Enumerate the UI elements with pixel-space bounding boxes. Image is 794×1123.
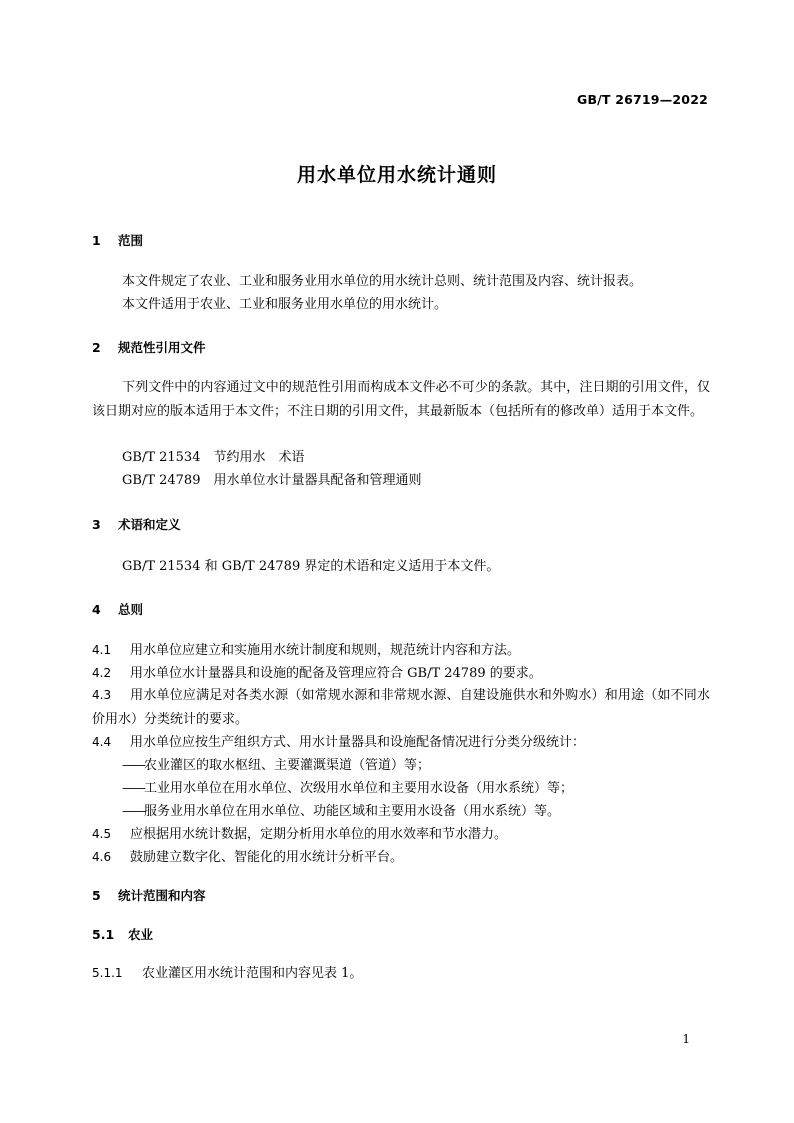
section-number: 2 [92,340,101,355]
clause-4-3 [92,684,710,731]
clause-number: 4.1 [92,643,112,657]
document-title: 用水单位用水统计通则 [296,164,497,186]
clause-text: 用水单位应满足对各类水源（如常规水源和非常规水源、自建设施供水和外购水）和用途（如不同水价用水）分类统计的要求。 [92,688,710,727]
clause-number: 4.3 [92,688,112,702]
clause-text: 用水单位应按生产组织方式、用水计量器具和设施配备情况进行分类分级统计： [130,735,586,750]
list-item [122,754,430,773]
list-item [122,800,560,819]
reference-name: 节约用水 术语 [213,450,305,465]
dash-mark: —— [122,758,144,773]
clause-5-1-1 [92,962,362,981]
clause-text: 用水单位应建立和实施用水统计制度和规则，规范统计内容和方法。 [130,643,521,658]
clause-4-1 [92,639,520,658]
clause-number: 4.4 [92,735,112,749]
reference-name: 用水单位水计量器具配备和管理通则 [213,473,422,488]
clause-number: 4.2 [92,666,112,680]
section-5-heading [92,886,206,904]
section-title: 总则 [118,602,144,617]
normative-reference [122,446,305,465]
clause-number: 5.1.1 [92,966,123,980]
list-item-text: 农业灌区的取水枢纽、主要灌溉渠道（管道）等； [144,758,431,773]
subsection-number: 5.1 [92,927,115,942]
paragraph: 下列文件中的内容通过文中的规范性引用而构成本文件必不可少的条款。其中，注日期的引用文件，仅该日期对应的版本适用于本文件；不注日期的引用文件，其最新版本（包括所有的修改单）适用于本文件。 [92,380,710,419]
dash-mark: —— [122,781,144,796]
subsection-5-1-heading [92,925,153,943]
section-title: 统计范围和内容 [118,888,206,903]
reference-code: GB/T 24789 [122,473,201,488]
section-number: 5 [92,888,101,903]
paragraph: 本文件适用于农业、工业和服务业用水单位的用水统计。 [122,297,448,312]
clause-4-4 [92,731,585,750]
paragraph: GB/T 21534 和 GB/T 24789 界定的术语和定义适用于本文件。 [122,559,500,574]
clause-text: 农业灌区用水统计范围和内容见表 1。 [142,966,363,981]
list-item-text: 工业用水单位在用水单位、次级用水单位和主要用水设备（用水系统）等； [144,781,574,796]
reference-code: GB/T 21534 [122,450,201,465]
section-3-heading [92,515,181,533]
list-item [122,777,573,796]
section-4-heading [92,600,143,618]
section-title: 范围 [118,233,144,248]
section-1-heading [92,231,143,249]
clause-4-6 [92,846,403,865]
clause-number: 4.6 [92,850,112,864]
page-number: 1 [682,1032,690,1046]
section-2-heading [92,338,206,356]
section-number: 1 [92,233,101,248]
standard-code: GB/T 26719—2022 [576,92,708,107]
clause-text: 鼓励建立数字化、智能化的用水统计分析平台。 [130,850,404,865]
list-item-text: 服务业用水单位在用水单位、功能区域和主要用水设备（用水系统）等。 [144,804,561,819]
clause-4-2 [92,662,542,681]
subsection-title: 农业 [128,927,154,942]
section-number: 3 [92,517,101,532]
clause-text: 用水单位水计量器具和设施的配备及管理应符合 GB/T 24789 的要求。 [130,666,542,681]
section-title: 规范性引用文件 [118,340,206,355]
section-number: 4 [92,602,101,617]
clause-text: 应根据用水统计数据，定期分析用水单位的用水效率和节水潜力。 [130,827,508,842]
dash-mark: —— [122,804,144,819]
clause-number: 4.5 [92,827,112,841]
normative-reference [122,469,422,488]
clause-4-5 [92,823,507,842]
section-title: 术语和定义 [118,517,181,532]
paragraph: 本文件规定了农业、工业和服务业用水单位的用水统计总则、统计范围及内容、统计报表。 [122,274,643,289]
